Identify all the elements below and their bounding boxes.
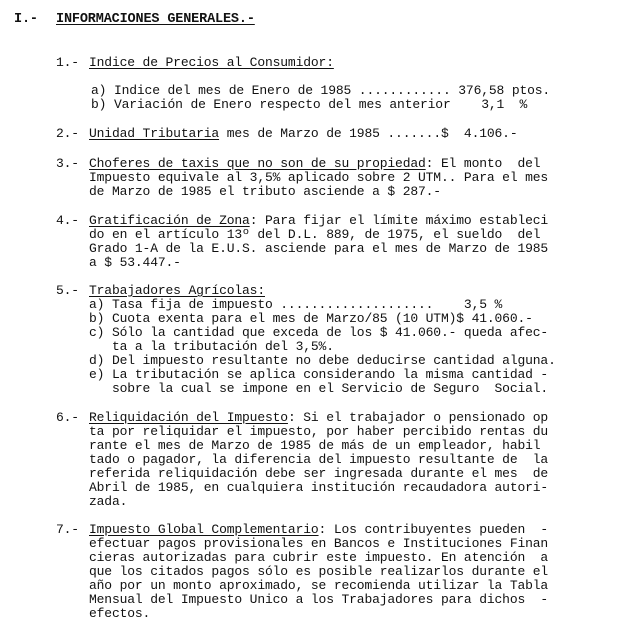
item-5c-line-2: ta a la tributación del 3,5%. xyxy=(89,339,334,354)
heading-gratificacion: Gratificación de Zona xyxy=(89,213,250,228)
heading-unidad-tributaria: Unidad Tributaria xyxy=(89,126,220,141)
item-number-5: 5.- xyxy=(56,283,79,298)
item-number-1: 1.- xyxy=(56,55,79,70)
item-5c-line-1: c) Sólo la cantidad que exceda de los $ 41.060.- queda afec- xyxy=(89,325,549,340)
paragraph-impuesto-global-line-4: que los citados pagos sólo es posible realizarlos durante el xyxy=(89,564,549,579)
item-5e-line-1: e) La tributación se aplica considerando la misma cantidad - xyxy=(89,367,549,382)
heading-reliquidacion: Reliquidación del Impuesto xyxy=(89,410,288,425)
paragraph-choferes-line-1 xyxy=(89,156,540,171)
item-number-2: 2.- xyxy=(56,126,79,141)
item-5e-line-2: sobre la cual se impone en el Servicio de Seguro Social. xyxy=(89,381,549,396)
paragraph-impuesto-global-line-5: año por un monto aproximado, se recomienda utilizar la Tabla xyxy=(89,578,549,593)
paragraph-impuesto-global-line-1 xyxy=(89,522,548,537)
gratificacion-text-1: : Para fijar el límite máximo estableci xyxy=(249,213,549,228)
item-number-7: 7.- xyxy=(56,522,79,537)
item-number-3: 3.- xyxy=(56,156,79,171)
document-title: INFORMACIONES GENERALES.- xyxy=(56,12,255,27)
paragraph-reliquidacion-line-4: tado o pagador, la diferencia del impuesto resultante de la xyxy=(89,452,549,467)
paragraph-gratificacion-line-4: a $ 53.447.- xyxy=(89,255,181,270)
item-number-4: 4.- xyxy=(56,213,79,228)
heading-impuesto-global: Impuesto Global Complementario xyxy=(89,522,319,537)
paragraph-reliquidacion-line-3: rante el mes de Marzo de 1985 de más de un empleador, habil xyxy=(89,438,541,453)
choferes-text-1: : El monto del xyxy=(425,156,541,171)
item-5b: b) Cuota exenta para el mes de Marzo/85 (10 UTM)$ 41.060.- xyxy=(89,311,533,326)
paragraph-impuesto-global-line-6: Mensual del Impuesto Unico a los Trabajadores para dichos - xyxy=(89,592,549,607)
heading-indice-precios: Indice de Precios al Consumidor: xyxy=(89,55,334,70)
paragraph-reliquidacion-line-1 xyxy=(89,410,548,425)
paragraph-choferes-line-3: de Marzo de 1985 el tributo asciende a $ 287.- xyxy=(89,184,441,199)
paragraph-gratificacion-line-3: Grado 1-A de la E.U.S. asciende para el mes de Marzo de 1985 xyxy=(89,241,549,256)
item-1b: b) Variación de Enero respecto del mes anterior 3,1 % xyxy=(91,97,528,112)
heading-choferes: Choferes de taxis que no son de su propiedad xyxy=(89,156,426,171)
paragraph-impuesto-global-line-3: cieras autorizadas para cubrir este impuesto. En atención a xyxy=(89,550,549,565)
item-1a: a) Indice del mes de Enero de 1985 ............ 376,58 ptos. xyxy=(91,83,551,98)
paragraph-impuesto-global-line-2: efectuar pagos provisionales en Bancos e Instituciones Finan xyxy=(89,536,549,551)
reliquidacion-text-1: : Si el trabajador o pensionado op xyxy=(287,410,549,425)
paragraph-gratificacion-line-1 xyxy=(89,213,548,228)
unidad-tributaria-text: mes de Marzo de 1985 .......$ 4.106.- xyxy=(219,126,518,141)
paragraph-reliquidacion-line-2: ta por reliquidar el impuesto, por haber percibido rentas du xyxy=(89,424,549,439)
item-number-6: 6.- xyxy=(56,410,79,425)
item-5a: a) Tasa fija de impuesto .................... 3,5 % xyxy=(89,297,503,312)
paragraph-unidad-tributaria xyxy=(89,126,517,141)
heading-trabajadores-agricolas: Trabajadores Agrícolas: xyxy=(89,283,265,298)
paragraph-reliquidacion-line-6: Abril de 1985, en cualquiera institución recaudadora autori- xyxy=(89,480,549,495)
paragraph-reliquidacion-line-7: zada. xyxy=(89,494,128,509)
impuesto-global-text-1: : Los contribuyentes pueden - xyxy=(318,522,549,537)
section-number: I.- xyxy=(14,12,38,27)
paragraph-reliquidacion-line-5: referida reliquidación debe ser ingresada durante el mes de xyxy=(89,466,549,481)
paragraph-gratificacion-line-2: do en el artículo 13º del D.L. 889, de 1975, el sueldo del xyxy=(89,227,541,242)
paragraph-impuesto-global-line-7: efectos. xyxy=(89,606,151,621)
paragraph-choferes-line-2: Impuesto equivale al 3,5% aplicado sobre 2 UTM.. Para el mes xyxy=(89,170,549,185)
item-5d: d) Del impuesto resultante no debe deducirse cantidad alguna. xyxy=(89,353,556,368)
